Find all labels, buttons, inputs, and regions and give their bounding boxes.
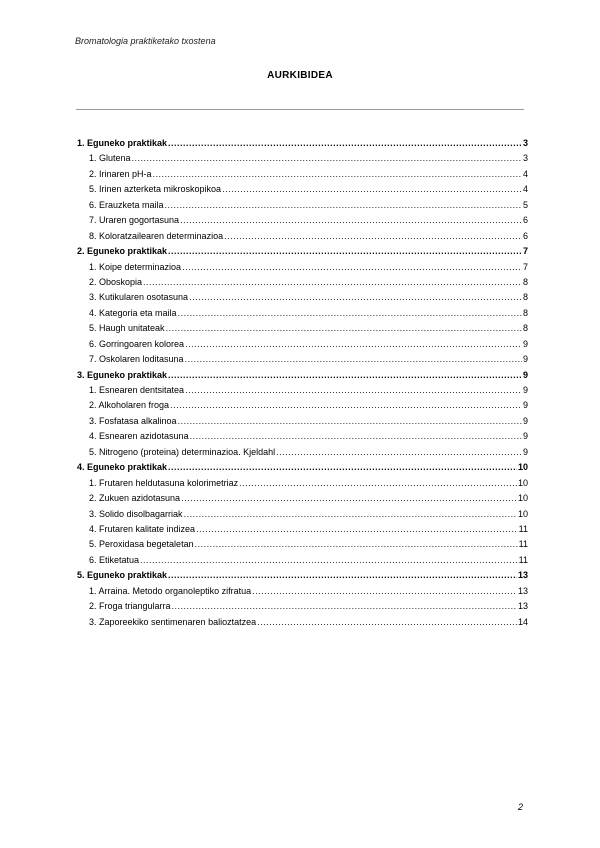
- toc-subsection-entry[interactable]: [77, 615, 528, 630]
- toc-entry-title: 5. Eguneko praktikak: [77, 570, 168, 581]
- running-header: Bromatologia praktiketako txostena: [75, 36, 216, 46]
- toc-subsection-entry[interactable]: [77, 491, 528, 506]
- toc-dot-leader: [189, 290, 522, 305]
- toc-subsection-entry[interactable]: [77, 352, 528, 367]
- toc-dot-leader: [195, 537, 518, 552]
- toc-entry-title: 3. Eguneko praktikak: [77, 369, 168, 380]
- toc-dot-leader: [196, 522, 518, 537]
- toc-section-entry[interactable]: [77, 244, 528, 259]
- toc-entry-title: 4. Frutaren kalitate indizea: [89, 523, 196, 534]
- toc-entry-page: 9: [522, 431, 528, 442]
- toc-entry-page: 6: [522, 230, 528, 241]
- toc-entry-title: 1. Glutena: [89, 153, 131, 164]
- toc-dot-leader: [168, 460, 517, 475]
- toc-entry-title: 1. Esnearen dentsitatea: [89, 385, 185, 395]
- toc-dot-leader: [185, 337, 522, 352]
- toc-entry-title: 6. Etiketatua: [89, 554, 140, 565]
- toc-dot-leader: [140, 553, 518, 568]
- toc-entry-title: 2. Oboskopia: [89, 276, 143, 287]
- toc-subsection-entry[interactable]: [77, 213, 528, 228]
- toc-entry-title: 4. Kategoria eta maila: [89, 307, 177, 318]
- toc-dot-leader: [252, 584, 517, 599]
- toc-entry-title: 3. Kutikularen osotasuna: [89, 292, 189, 303]
- title-divider: [76, 109, 524, 110]
- toc-entry-page: 8: [522, 276, 528, 287]
- toc-entry-page: 11: [518, 554, 528, 565]
- toc-entry-title: 2. Eguneko praktikak: [77, 246, 168, 257]
- toc-dot-leader: [222, 182, 522, 197]
- toc-entry-title: 2. Alkoholaren froga: [89, 400, 170, 411]
- toc-entry-page: 9: [522, 415, 528, 426]
- toc-subsection-entry[interactable]: [77, 321, 528, 336]
- toc-entry-title: 8. Koloratzailearen determinazioa: [89, 230, 224, 241]
- toc-subsection-entry[interactable]: [77, 306, 528, 321]
- toc-entry-title: 3. Solido disolbagarriak: [89, 508, 183, 519]
- toc-title: AURKIBIDEA: [267, 70, 333, 81]
- toc-dot-leader: [276, 445, 522, 460]
- toc-subsection-entry[interactable]: [77, 476, 528, 491]
- toc-entry-page: 6: [522, 215, 528, 226]
- toc-entry-page: 14: [517, 616, 528, 627]
- toc-entry-title: 1. Arraina. Metodo organoleptiko zifratua: [89, 585, 252, 596]
- toc-entry-title: 4. Eguneko praktikak: [77, 462, 168, 473]
- toc-subsection-entry[interactable]: [77, 429, 528, 444]
- toc-entry-page: 13: [517, 570, 528, 581]
- toc-dot-leader: [168, 136, 522, 151]
- toc-subsection-entry[interactable]: [77, 383, 528, 398]
- toc-entry-page: 9: [522, 446, 528, 457]
- toc-entry-page: 8: [522, 307, 528, 318]
- toc-dot-leader: [165, 198, 522, 213]
- toc-dot-leader: [168, 244, 522, 259]
- toc-entry-page: 4: [522, 168, 528, 179]
- toc-entry-title: 1. Koipe determinazioa: [89, 261, 182, 272]
- toc-subsection-entry[interactable]: [77, 290, 528, 305]
- toc-subsection-entry[interactable]: [77, 260, 528, 275]
- toc-dot-leader: [168, 368, 522, 383]
- toc-subsection-entry[interactable]: [77, 522, 528, 537]
- toc-dot-leader: [182, 260, 522, 275]
- toc-entry-title: 4. Esnearen azidotasuna: [89, 431, 189, 442]
- toc-subsection-entry[interactable]: [77, 599, 528, 614]
- toc-dot-leader: [168, 568, 517, 583]
- toc-dot-leader: [257, 615, 517, 630]
- toc-subsection-entry[interactable]: [77, 414, 528, 429]
- toc-dot-leader: [181, 491, 517, 506]
- toc-entry-page: 9: [522, 354, 528, 365]
- toc-subsection-entry[interactable]: [77, 182, 528, 197]
- toc-entry-page: 10: [517, 493, 528, 504]
- toc-entry-title: 7. Uraren gogortasuna: [89, 215, 180, 226]
- toc-entry-title: 6. Gorringoaren kolorea: [89, 338, 185, 349]
- page-number: 2: [518, 802, 524, 812]
- toc-entry-page: 5: [522, 199, 528, 210]
- toc-entry-page: 4: [522, 184, 528, 195]
- toc-entry-page: 3: [522, 153, 528, 164]
- toc-entry-title: 3. Zaporeekiko sentimenaren balioztatzea: [89, 616, 257, 627]
- toc-subsection-entry[interactable]: [77, 445, 528, 460]
- toc-dot-leader: [143, 275, 522, 290]
- toc-dot-leader: [178, 414, 522, 429]
- toc-dot-leader: [185, 383, 522, 398]
- toc-entry-title: 2. Froga triangularra: [89, 601, 171, 612]
- toc-entry-page: 9: [522, 385, 528, 395]
- toc-entry-page: 10: [517, 477, 528, 488]
- toc-subsection-entry[interactable]: [77, 398, 528, 413]
- toc-entry-page: 13: [517, 601, 528, 612]
- toc-entry-page: 9: [522, 369, 528, 380]
- toc-entry-page: 11: [518, 523, 528, 534]
- toc-dot-leader: [190, 429, 522, 444]
- toc-entry-page: 13: [517, 585, 528, 596]
- toc-entry-title: 7. Oskolaren loditasuna: [89, 354, 184, 365]
- toc-dot-leader: [166, 321, 522, 336]
- toc-entry-title: 2. Irinaren pH-a: [89, 168, 152, 179]
- toc-dot-leader: [180, 213, 522, 228]
- toc-subsection-entry[interactable]: [77, 337, 528, 352]
- toc-entry-title: 1. Frutaren heldutasuna kolorimetriaz: [89, 477, 239, 488]
- toc-subsection-entry[interactable]: [77, 537, 528, 552]
- toc-dot-leader: [153, 167, 522, 182]
- toc-entry-title: 5. Nitrogeno (proteina) determinazioa. Kjeldahl: [89, 446, 276, 457]
- toc-section-entry[interactable]: [77, 368, 528, 383]
- toc-entry-page: 9: [522, 400, 528, 411]
- table-of-contents: [77, 136, 528, 630]
- toc-dot-leader: [170, 398, 522, 413]
- toc-subsection-entry[interactable]: [77, 198, 528, 213]
- toc-entry-title: 5. Haugh unitateak: [89, 323, 165, 334]
- toc-subsection-entry[interactable]: [77, 584, 528, 599]
- toc-entry-page: 11: [518, 539, 528, 550]
- toc-dot-leader: [178, 306, 522, 321]
- toc-entry-page: 7: [522, 261, 528, 272]
- toc-dot-leader: [239, 476, 517, 491]
- toc-subsection-entry[interactable]: [77, 229, 528, 244]
- toc-subsection-entry[interactable]: [77, 151, 528, 166]
- toc-subsection-entry[interactable]: [77, 553, 528, 568]
- toc-dot-leader: [224, 229, 522, 244]
- toc-section-entry[interactable]: [77, 460, 528, 475]
- toc-entry-page: 7: [522, 246, 528, 257]
- toc-entry-page: 8: [522, 292, 528, 303]
- toc-subsection-entry[interactable]: [77, 167, 528, 182]
- toc-entry-page: 3: [522, 138, 528, 148]
- toc-entry-title: 5. Irinen azterketa mikroskopikoa: [89, 184, 222, 195]
- toc-dot-leader: [172, 599, 517, 614]
- toc-dot-leader: [184, 507, 517, 522]
- toc-entry-page: 10: [517, 462, 528, 473]
- toc-subsection-entry[interactable]: [77, 275, 528, 290]
- toc-entry-title: 2. Zukuen azidotasuna: [89, 493, 181, 504]
- toc-entry-page: 8: [522, 323, 528, 334]
- toc-dot-leader: [132, 151, 522, 166]
- toc-section-entry[interactable]: [77, 568, 528, 583]
- toc-entry-title: 5. Peroxidasa begetaletan: [89, 539, 194, 550]
- toc-entry-title: 1. Eguneko praktikak: [77, 138, 168, 148]
- toc-entry-title: 3. Fosfatasa alkalinoa: [89, 415, 177, 426]
- toc-dot-leader: [185, 352, 522, 367]
- toc-entry-page: 10: [517, 508, 528, 519]
- toc-subsection-entry[interactable]: [77, 507, 528, 522]
- toc-entry-page: 9: [522, 338, 528, 349]
- toc-entry-title: 6. Erauzketa maila: [89, 199, 164, 210]
- toc-section-entry[interactable]: [77, 136, 528, 151]
